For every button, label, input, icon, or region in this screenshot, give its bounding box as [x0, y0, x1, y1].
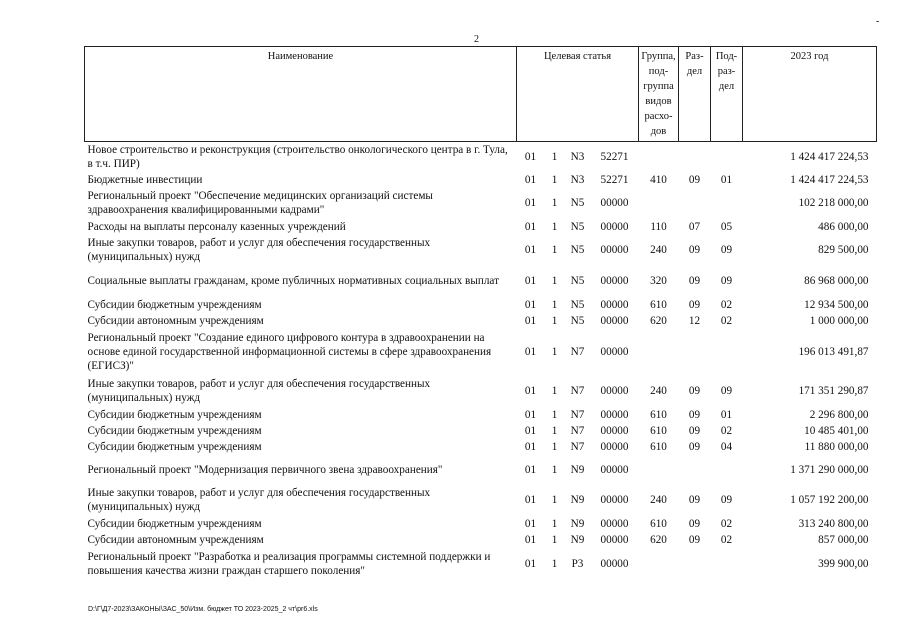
- row-name: Субсидии бюджетным учреждениям: [87, 298, 262, 311]
- amount-2023: 171 351 290,87: [798, 385, 869, 397]
- row-name: Социальные выплаты гражданам, кроме публичных нормативных социальных выплат: [87, 275, 499, 287]
- target-code-1: 01: [524, 346, 537, 358]
- target-code-1: 01: [524, 314, 537, 327]
- row-name: Расходы на выплаты персоналу казенных учреждений: [87, 220, 346, 233]
- target-code-4: 00000: [600, 463, 629, 476]
- row-name: Иные закупки товаров, работ и услуг для обеспечения государственных (муниципальных) нужд: [87, 487, 431, 513]
- subsection-code: [711, 548, 743, 580]
- table-row: [85, 219, 877, 235]
- target-code-2: 1: [551, 220, 558, 233]
- target-code-4: 00000: [600, 440, 629, 453]
- section-code: 07: [688, 220, 701, 233]
- target-code-3: N5: [570, 275, 585, 287]
- row-name: Иные закупки товаров, работ и услуг для обеспечения государственных (муниципальных) нужд: [87, 237, 431, 263]
- target-code-1: 01: [524, 557, 537, 570]
- target-code-2: 1: [551, 346, 558, 358]
- target-code-4: 00000: [600, 424, 629, 437]
- table-row: [85, 548, 877, 580]
- target-code-3: N5: [570, 220, 585, 233]
- target-code-1: 01: [524, 440, 537, 453]
- target-code-2: 1: [551, 424, 558, 437]
- target-code-3: N9: [570, 463, 585, 476]
- amount-2023: 86 968 000,00: [804, 275, 869, 287]
- table-row: [85, 376, 877, 407]
- target-code-2: 1: [551, 173, 558, 186]
- target-code-2: 1: [551, 314, 558, 327]
- target-code-2: 1: [551, 244, 558, 256]
- row-name: Региональный проект "Обеспечение медицинских организаций системы здравоохранения квалифицированными кадрами": [87, 190, 433, 216]
- row-name: Иные закупки товаров, работ и услуг для обеспечения государственных (муниципальных) нужд: [87, 378, 431, 404]
- subsection-code: 02: [720, 533, 733, 546]
- table-row: [85, 266, 877, 297]
- expense-group: 240: [650, 385, 667, 397]
- amount-2023: 2 296 800,00: [809, 408, 869, 421]
- subsection-code: 09: [720, 244, 733, 256]
- target-code-3: P3: [571, 557, 584, 570]
- amount-2023: 1 000 000,00: [809, 314, 869, 327]
- section-code: 09: [688, 440, 701, 453]
- subsection-code: 01: [720, 173, 733, 186]
- section-code: 09: [688, 533, 701, 546]
- table-row: [85, 172, 877, 188]
- subsection-code: [711, 142, 743, 172]
- section-code: 09: [688, 385, 701, 397]
- table-row: [85, 407, 877, 423]
- page-number: 2: [474, 34, 479, 45]
- expense-group: 620: [650, 533, 667, 546]
- table-row: [85, 297, 877, 313]
- target-code-3: N3: [570, 173, 585, 186]
- target-code-1: 01: [524, 197, 537, 209]
- row-name: Субсидии автономным учреждениям: [87, 533, 264, 546]
- target-code-2: 1: [551, 463, 558, 476]
- section-code: 09: [688, 244, 701, 256]
- target-code-4: 00000: [600, 385, 629, 397]
- row-name: Бюджетные инвестиции: [87, 173, 203, 186]
- row-name: Региональный проект "Создание единого цифрового контура в здравоохранении на основе единой государственной информационной системы в сфере здравоохранения (ЕГИСЗ)": [87, 332, 492, 372]
- header-year: 2023 год: [743, 47, 877, 142]
- target-code-1: 01: [524, 385, 537, 397]
- header-name: Наименование: [85, 47, 517, 142]
- subsection-code: [711, 188, 743, 219]
- amount-2023: 313 240 800,00: [798, 517, 869, 530]
- target-code-4: 00000: [600, 408, 629, 421]
- row-name: Субсидии бюджетным учреждениям: [87, 517, 262, 530]
- target-code-4: 00000: [600, 494, 629, 506]
- target-code-2: 1: [551, 275, 558, 287]
- subsection-code: 09: [720, 385, 733, 397]
- target-code-3: N5: [570, 314, 585, 327]
- section-code: 09: [688, 298, 701, 311]
- subsection-code: 09: [720, 494, 733, 506]
- amount-2023: 1 371 290 000,00: [790, 463, 869, 476]
- expense-group: [639, 329, 679, 376]
- target-code-1: 01: [524, 533, 537, 546]
- target-code-2: 1: [551, 197, 558, 209]
- target-code-3: N7: [570, 424, 585, 437]
- target-code-1: 01: [524, 244, 537, 256]
- target-code-4: 00000: [600, 220, 629, 233]
- target-code-4: 00000: [600, 298, 629, 311]
- header-target: Целевая статья: [517, 47, 639, 142]
- expense-group: 610: [650, 408, 667, 421]
- section-code: [679, 455, 711, 485]
- target-code-2: 1: [551, 385, 558, 397]
- section-code: 09: [688, 424, 701, 437]
- table-row: [85, 235, 877, 266]
- table-row: [85, 516, 877, 532]
- target-code-3: N9: [570, 517, 585, 530]
- row-name: Субсидии бюджетным учреждениям: [87, 440, 262, 453]
- section-code: [679, 188, 711, 219]
- target-code-2: 1: [551, 517, 558, 530]
- row-name: Региональный проект "Разработка и реализация программы системной поддержки и повышения качества жизни граждан старшего поколения": [87, 550, 491, 577]
- subsection-code: 09: [720, 275, 733, 287]
- target-code-3: N7: [570, 408, 585, 421]
- expense-group: 610: [650, 517, 667, 530]
- header-subsection: Под-раз-дел: [711, 47, 743, 142]
- table-row: [85, 439, 877, 455]
- row-name: Новое строительство и реконструкция (строительство онкологического центра в г. Тула, в т.ч. ПИР): [87, 143, 508, 170]
- amount-2023: 12 934 500,00: [804, 298, 869, 311]
- target-code-4: 00000: [600, 533, 629, 546]
- section-code: [679, 548, 711, 580]
- amount-2023: 11 880 000,00: [804, 440, 869, 453]
- section-code: 09: [688, 517, 701, 530]
- amount-2023: 1 424 417 224,53: [790, 150, 869, 163]
- subsection-code: 02: [720, 298, 733, 311]
- budget-table-container: [84, 46, 876, 580]
- expense-group: [639, 188, 679, 219]
- expense-group: 110: [650, 220, 667, 233]
- target-code-4: 00000: [600, 346, 629, 358]
- target-code-1: 01: [524, 463, 537, 476]
- target-code-2: 1: [551, 557, 558, 570]
- section-code: 09: [688, 173, 701, 186]
- header-section: Раз-дел: [679, 47, 711, 142]
- table-header-row: [85, 47, 877, 142]
- target-code-3: N3: [570, 150, 585, 163]
- subsection-code: 02: [720, 424, 733, 437]
- amount-2023: 829 500,00: [818, 244, 869, 256]
- target-code-2: 1: [551, 408, 558, 421]
- target-code-1: 01: [524, 220, 537, 233]
- target-code-2: 1: [551, 533, 558, 546]
- target-code-2: 1: [551, 150, 558, 163]
- subsection-code: 02: [720, 517, 733, 530]
- expense-group: 610: [650, 298, 667, 311]
- target-code-4: 52271: [600, 173, 629, 186]
- section-code: 09: [688, 275, 701, 287]
- table-row: [85, 423, 877, 439]
- target-code-3: N7: [570, 346, 585, 358]
- expense-group: 610: [650, 440, 667, 453]
- footer-file-path: D:\Г\Д7-2023\ЗАКОНЫ\ЗАС_50\Изм. бюджет ТО 2023-2025_2 чт\pr6.xls: [88, 606, 318, 613]
- amount-2023: 10 485 401,00: [804, 424, 869, 437]
- expense-group: 620: [650, 314, 667, 327]
- target-code-4: 00000: [600, 517, 629, 530]
- section-code: 09: [688, 408, 701, 421]
- corner-mark: -: [876, 16, 880, 27]
- section-code: [679, 329, 711, 376]
- table-row: [85, 142, 877, 172]
- target-code-4: 00000: [600, 557, 629, 570]
- target-code-4: 52271: [600, 150, 629, 163]
- expense-group: 610: [650, 424, 667, 437]
- amount-2023: 486 000,00: [818, 220, 869, 233]
- table-row: [85, 455, 877, 485]
- target-code-3: N5: [570, 197, 585, 209]
- target-code-1: 01: [524, 408, 537, 421]
- amount-2023: 1 424 417 224,53: [790, 173, 869, 186]
- target-code-4: 00000: [600, 275, 629, 287]
- table-row: [85, 485, 877, 516]
- amount-2023: 1 057 192 200,00: [790, 494, 869, 506]
- target-code-4: 00000: [600, 244, 629, 256]
- expense-group: [639, 455, 679, 485]
- target-code-2: 1: [551, 298, 558, 311]
- expense-group: 240: [650, 494, 667, 506]
- header-group: Группа, под-группа видов расхо-дов: [639, 47, 679, 142]
- expense-group: [639, 142, 679, 172]
- target-code-3: N9: [570, 494, 585, 506]
- expense-group: 240: [650, 244, 667, 256]
- row-name: Субсидии бюджетным учреждениям: [87, 424, 262, 437]
- target-code-1: 01: [524, 494, 537, 506]
- target-code-2: 1: [551, 440, 558, 453]
- target-code-1: 01: [524, 424, 537, 437]
- table-row: [85, 329, 877, 376]
- row-name: Субсидии автономным учреждениям: [87, 314, 264, 327]
- target-code-2: 1: [551, 494, 558, 506]
- target-code-3: N5: [570, 244, 585, 256]
- expense-group: 410: [650, 173, 667, 186]
- budget-table: [84, 46, 877, 580]
- row-name: Субсидии бюджетным учреждениям: [87, 408, 262, 421]
- expense-group: [639, 548, 679, 580]
- table-body: [85, 142, 877, 580]
- subsection-code: 01: [720, 408, 733, 421]
- amount-2023: 399 900,00: [818, 557, 869, 570]
- target-code-4: 00000: [600, 314, 629, 327]
- target-code-4: 00000: [600, 197, 629, 209]
- target-code-1: 01: [524, 517, 537, 530]
- row-name: Региональный проект "Модернизация первичного звена здравоохранения": [87, 463, 443, 476]
- subsection-code: 05: [720, 220, 733, 233]
- subsection-code: 02: [720, 314, 733, 327]
- amount-2023: 102 218 000,00: [798, 197, 869, 209]
- subsection-code: [711, 455, 743, 485]
- amount-2023: 196 013 491,87: [798, 346, 869, 358]
- section-code: [679, 142, 711, 172]
- section-code: 12: [688, 314, 701, 327]
- target-code-3: N5: [570, 298, 585, 311]
- amount-2023: 857 000,00: [818, 533, 869, 546]
- table-row: [85, 532, 877, 548]
- section-code: 09: [688, 494, 701, 506]
- subsection-code: 04: [720, 440, 733, 453]
- table-row: [85, 188, 877, 219]
- target-code-1: 01: [524, 298, 537, 311]
- target-code-1: 01: [524, 173, 537, 186]
- target-code-3: N7: [570, 440, 585, 453]
- target-code-3: N9: [570, 533, 585, 546]
- target-code-3: N7: [570, 385, 585, 397]
- table-row: [85, 313, 877, 329]
- expense-group: 320: [650, 275, 667, 287]
- subsection-code: [711, 329, 743, 376]
- target-code-1: 01: [524, 275, 537, 287]
- target-code-1: 01: [524, 150, 537, 163]
